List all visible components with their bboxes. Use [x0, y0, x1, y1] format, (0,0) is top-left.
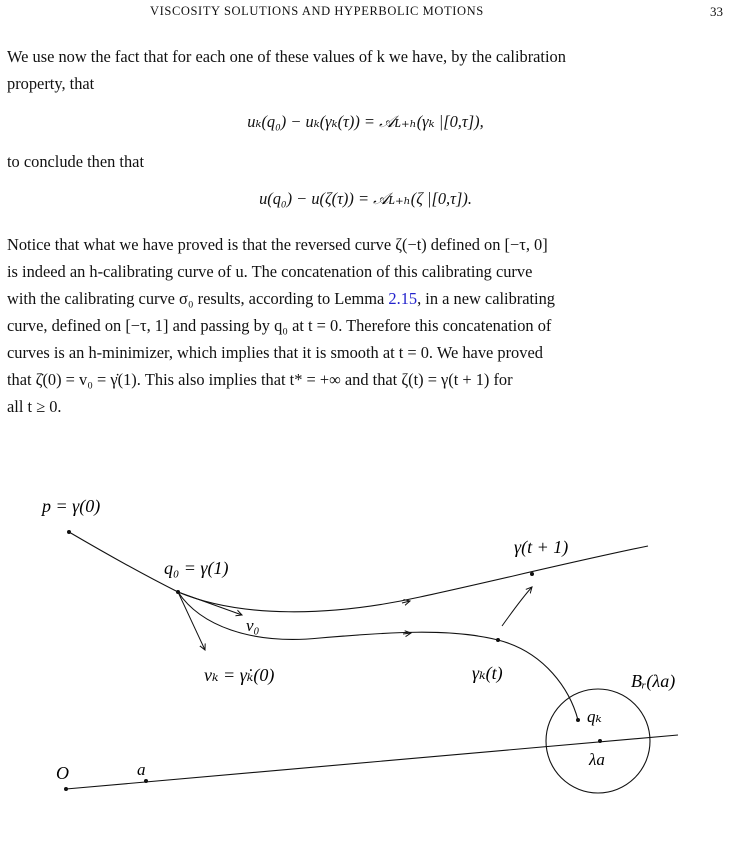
paragraph-3-line-3-head: with the calibrating curve σ₀ results, according to Lemma [7, 289, 389, 308]
gamma-k-direction-arrow [403, 633, 411, 634]
point-a [144, 779, 148, 783]
point-p [67, 530, 71, 534]
paragraph-3-line-7: all t ≥ 0. [7, 397, 62, 416]
paragraph-2-line-1: to conclude then that [7, 152, 144, 171]
connector-arrow [502, 587, 532, 626]
line-O-lambda-a [66, 735, 678, 789]
paragraph-3-line-2: is indeed an h-calibrating curve of u. The concatenation of this calibrating curve [7, 262, 533, 281]
paragraph-1-line-1: We use now the fact that for each one of these values of k we have, by the calibration [7, 47, 566, 66]
paragraph-3-line-3-tail: , in a new calibrating [417, 289, 555, 308]
label-a: a [137, 760, 146, 779]
label-vk: vₖ = γ̇ₖ(0) [204, 665, 275, 685]
equation-1-text: uₖ(q₀) − uₖ(γₖ(τ)) = 𝒜ʟ₊ₕ(γₖ |[0,τ]), [247, 112, 484, 131]
label-qk: qₖ [587, 707, 602, 726]
label-p: p = γ(0) [42, 496, 101, 516]
point-gamma-k-t [496, 638, 500, 642]
point-gamma-t1 [530, 572, 534, 576]
point-q0 [176, 590, 180, 594]
point-qk [576, 718, 580, 722]
paragraph-1-line-2: property, that [7, 74, 95, 93]
gamma-direction-arrow [402, 601, 410, 603]
curve-gamma-k [178, 592, 578, 720]
label-O: O [56, 763, 69, 783]
paragraph-3-line-5: curves is an h-minimizer, which implies that it is smooth at t = 0. We have proved [7, 343, 543, 362]
paragraph-3-line-6: that ζ̇(0) = v₀ = γ̇(1). This also implies that t* = +∞ and that ζ(t) = γ(t + 1) for [7, 370, 513, 389]
label-gamma-k-t: γₖ(t) [472, 663, 503, 683]
running-title: VISCOSITY SOLUTIONS AND HYPERBOLIC MOTIONS [150, 4, 484, 18]
label-lambda-a: λa [589, 750, 605, 769]
lemma-link[interactable]: 2.15 [388, 289, 418, 308]
label-gamma-t1: γ(t + 1) [514, 537, 569, 557]
point-lambda-a [598, 739, 602, 743]
paragraph-3-line-1: Notice that what we have proved is that the reversed curve ζ(−t) defined on [−τ, 0] [7, 235, 548, 254]
label-q0: q₀ = γ(1) [164, 558, 229, 578]
point-O [64, 787, 68, 791]
label-v0: v₀ [246, 616, 260, 635]
page-number: 33 [710, 4, 723, 19]
paragraph-3-line-4: curve, defined on [−τ, 1] and passing by q₀ at t = 0. Therefore this concatenation of [7, 316, 552, 335]
equation-2-text: u(q₀) − u(ζ(τ)) = 𝒜ʟ₊ₕ(ζ |[0,τ]). [259, 189, 472, 208]
label-ball: Bᵣ(λa) [631, 671, 676, 691]
